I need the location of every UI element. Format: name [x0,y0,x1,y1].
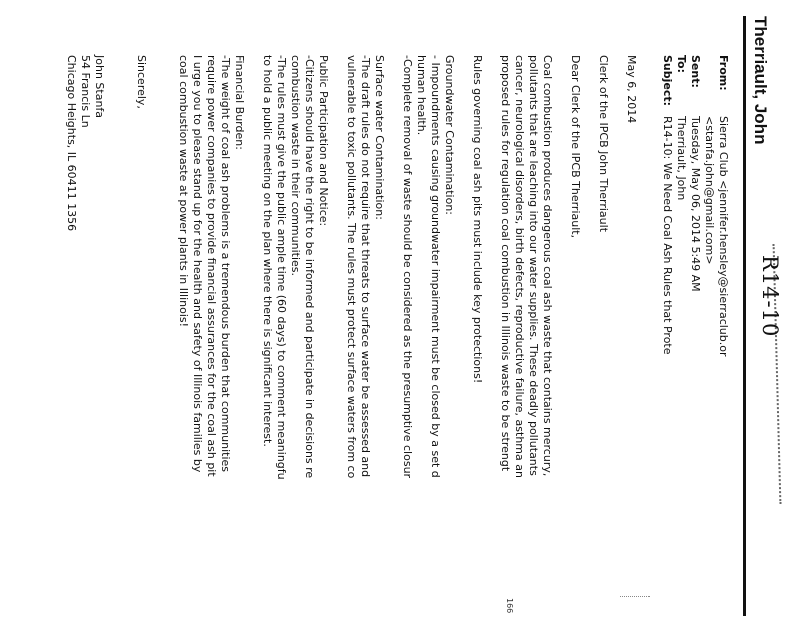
signature-name: John Stanfa [93,55,106,119]
from-value-line-1: Sierra Club <jennifer.hensley@sierraclub.or [717,116,730,357]
signature-street: 54 Francis Ln [79,55,92,128]
rules-statement: Rules governing coal ash pits must include key protections! [471,55,484,384]
docket-number: R14-10 [758,255,782,338]
groundwater-line: - Impoundments causing groundwater impairment must be closed by a set d [429,55,442,478]
closing-request-line: coal combustion waste at power plants in Illinois! [177,55,190,328]
intro-line: pollutants that are leaching into our water supplies. These deadly pollutants [527,55,540,476]
letter-addressee: Clerk of the IPCB John Therriault [597,55,610,233]
sender-heading: Therriault, John [751,16,770,145]
financial-heading: Financial Burden: [233,55,246,150]
surface-water-line: vulnerable to toxic pollutants. The rules must protect surface waters from co [345,55,358,479]
financial-line: require power companies to provide financial assurances for the coal ash pit [205,55,218,477]
groundwater-line: -Complete removal of waste should be considered as the presumptive closur [401,55,414,479]
to-value: Therriault, John [675,116,688,201]
closing-request-line: I urge you to please stand up for the health and safety of Illinois families by [191,55,204,473]
sent-label: Sent: [689,55,702,88]
financial-line: -The weight of coal ash problems is a tremendous burden that communities [219,55,232,473]
scan-speckle [620,596,650,605]
letter-date: May 6, 2014 [625,55,638,124]
from-label: From: [717,55,730,91]
header-rule [743,16,746,616]
intro-line: Coal combustion produces dangerous coal ash waste that contains mercury, [541,55,554,477]
public-participation-line: combustion waste in their communities. [289,55,302,277]
public-participation-line: -The rules must give the public ample time (60 days) to comment meaningfu [275,55,288,480]
page-number: 166 [505,598,514,614]
to-label: To: [675,55,688,73]
surface-water-heading: Surface water Contamination: [373,55,386,220]
intro-line: cancer, neurological disorders, birth defects, reproductive failure, asthma an [513,55,526,478]
groundwater-line: human health. [415,55,428,136]
subject-value: R14-10: We Need Coal Ash Rules that Prote [661,116,674,355]
surface-water-line: -The draft rules do not require that threats to surface water be assessed and [359,55,372,478]
sent-value: Tuesday, May 06, 2014 5:49 AM [689,116,702,292]
groundwater-heading: Groundwater Contamination: [443,55,456,215]
intro-line: proposed rules for regulation coal combustion in Illinois waste to be strengt [499,55,512,472]
from-value-line-2: <stanfa.john@gmail.com> [703,116,716,265]
public-participation-line: to hold a public meeting on the plan where there is significant interest. [261,55,274,447]
signoff: Sincerely, [135,55,148,109]
public-participation-line: -Citizens should have the right to be informed and participate in decisions re [303,55,316,479]
letter-salutation: Dear Clerk of the IPCB Therriault, [569,55,582,239]
public-participation-heading: Public Participation and Notice: [317,55,330,227]
subject-label: Subject: [661,55,674,107]
signature-city: Chicago Heights, IL 60411 1356 [65,55,78,232]
